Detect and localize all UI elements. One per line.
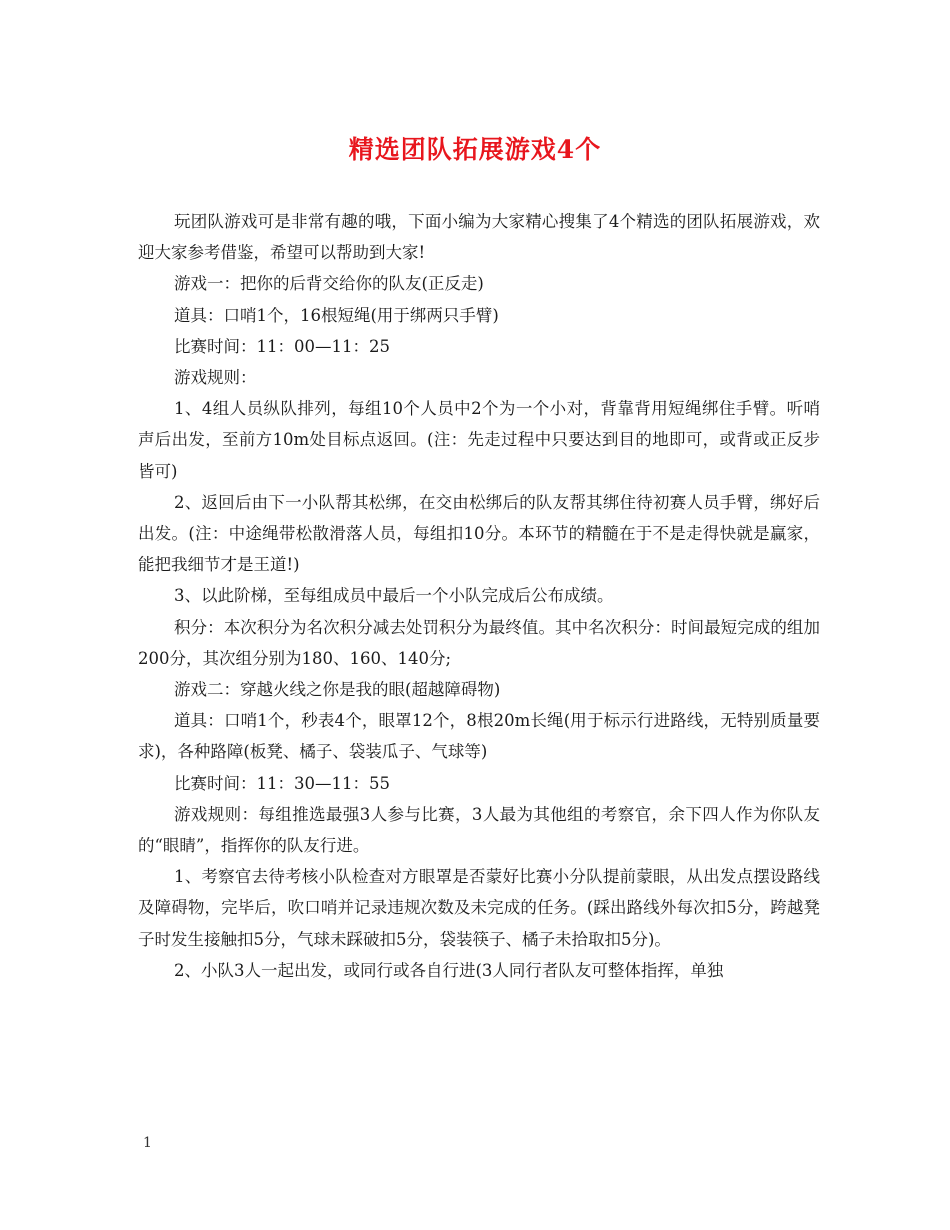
- paragraph-game-two-heading: 游戏二：穿越火线之你是我的眼(超越障碍物): [174, 680, 501, 700]
- page-number: 1: [143, 1135, 152, 1151]
- paragraph-game-two-rule-2: 2、小队3人一起出发，或同行或各自行进(3人同行者队友可整体指挥，单独: [174, 960, 724, 980]
- paragraph-intro: 玩团队游戏可是非常有趣的哦，下面小编为大家精心搜集了4个精选的团队拓展游戏，欢迎大家参考借鉴，希望可以帮助到大家!: [138, 212, 820, 263]
- paragraph-game-one-scoring: 积分：本次积分为名次积分减去处罚积分为最终值。其中名次积分：时间最短完成的组加200分，其次组分别为180、160、140分;: [138, 617, 820, 668]
- paragraph-game-two-rules: 游戏规则：每组推选最强3人参与比赛，3人最为其他组的考察官，余下四人作为你队友的“眼睛”，指挥你的队友行进。: [138, 804, 820, 856]
- paragraph-game-two-time: 比赛时间：11：30—11：55: [174, 773, 390, 793]
- paragraph-game-one-rules-heading: 游戏规则：: [174, 368, 257, 388]
- paragraph-game-one-heading: 游戏一：把你的后背交给你的队友(正反走): [174, 274, 484, 294]
- paragraph-game-one-rule-1: 1、4组人员纵队排列，每组10个人员中2个为一个小对，背靠背用短绳绑住手臂。听哨声后出发，至前方10m处目标点返回。(注：先走过程中只要达到目的地即可，或背或正反步皆可): [138, 399, 820, 481]
- document-body: [138, 206, 820, 986]
- paragraph-game-two-rule-1: 1、考察官去待考核小队检查对方眼罩是否蒙好比赛小分队提前蒙眼，从出发点摆设路线及障碍物，完毕后，吹口哨并记录违规次数及未完成的任务。(踩出路线外每次扣5分，跨越凳子时发生接触扣5分，气球未踩破扣5分，袋装筷子、橘子未拾取扣5分)。: [138, 867, 820, 949]
- paragraph-game-one-time: 比赛时间：11：00—11：25: [174, 336, 390, 356]
- paragraph-game-two-props: 道具：口哨1个，秒表4个，眼罩12个，8根20m长绳(用于标示行进路线，无特别质量要求)，各种路障(板凳、橘子、袋装瓜子、气球等): [138, 711, 820, 762]
- paragraph-game-one-props: 道具：口哨1个，16根短绳(用于绑两只手臂): [174, 305, 499, 325]
- paragraph-game-one-rule-3: 3、以此阶梯，至每组成员中最后一个小队完成后公布成绩。: [174, 586, 614, 606]
- paragraph-game-one-rule-2: 2、返回后由下一小队帮其松绑，在交由松绑后的队友帮其绑住待初赛人员手臂，绑好后出发。(注：中途绳带松散滑落人员，每组扣10分。本环节的精髓在于不是走得快就是赢家，能把我细节才是王道!): [138, 492, 820, 575]
- document-title: 精选团队拓展游戏4个: [348, 135, 602, 164]
